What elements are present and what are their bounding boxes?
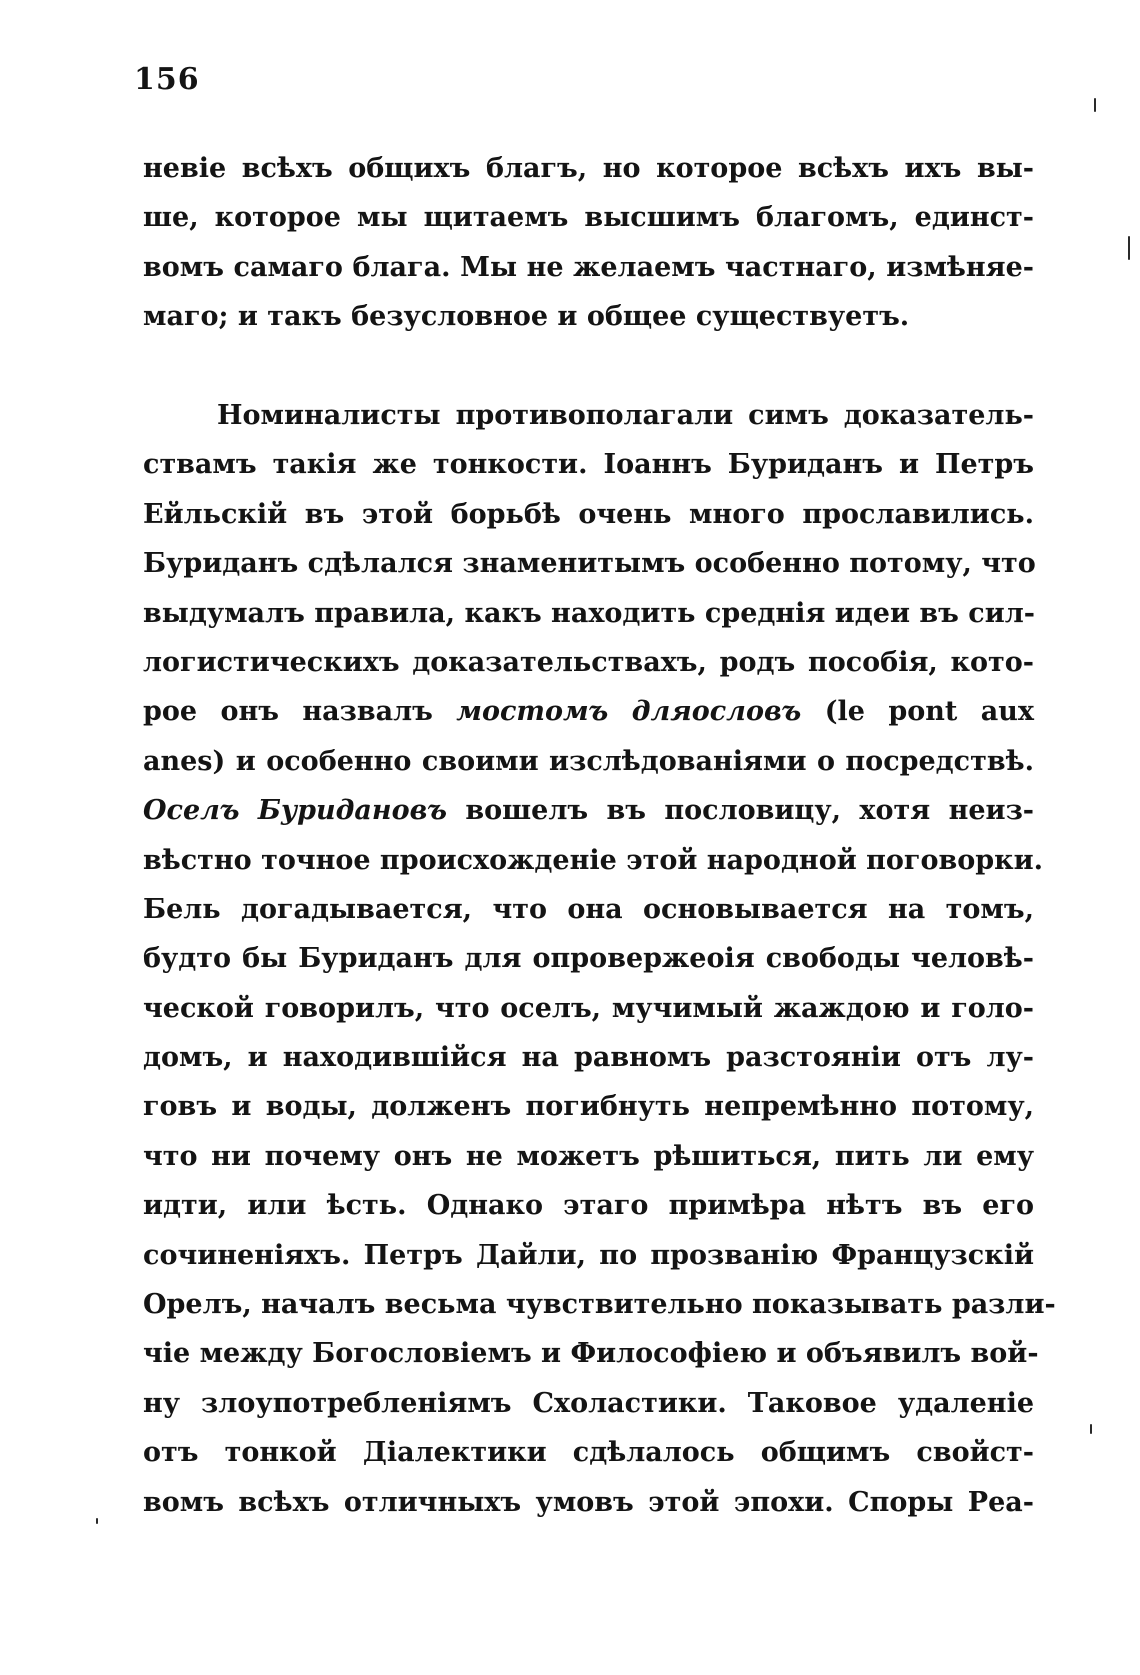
scan-speck <box>1090 1424 1092 1434</box>
text-line <box>143 1033 1034 1082</box>
text-line <box>143 1132 1034 1181</box>
italic-phrase: Оселъ Буридановъ <box>143 795 447 827</box>
text-line <box>143 391 1034 440</box>
line-text: вомъ всѣхъ отличныхъ умовъ этой эпохи. Споры Реа- <box>143 1486 1034 1518</box>
paragraph-2 <box>143 391 1056 1527</box>
line-text: Номиналисты противополагали симъ доказатель- <box>217 400 1034 431</box>
text-line <box>143 1280 1056 1329</box>
text-line: ше, которое мы щитаемъ высшимъ благомъ, единст- <box>143 202 1034 234</box>
page-number: 156 <box>134 62 200 97</box>
text-line <box>143 589 1034 638</box>
text-line <box>143 638 1034 687</box>
line-text: ствамъ такія же тонкости. Іоаннъ Буриданъ и Петръ <box>143 449 1034 481</box>
text-line <box>143 1181 1034 1230</box>
paragraph-1 <box>143 144 1034 342</box>
text-line <box>143 490 1034 539</box>
line-text: идти, или ѣсть. Однако этаго примѣра нѣтъ въ его <box>143 1190 1034 1222</box>
text-line <box>143 984 1034 1033</box>
text-line <box>143 1478 1034 1527</box>
line-text: (le pont aux <box>801 696 1034 728</box>
line-text: рое онъ назвалъ <box>143 696 457 728</box>
text-line <box>143 687 1034 736</box>
text-line <box>143 440 1034 489</box>
line-text: ческой говорилъ, что оселъ, мучимый жаждою и голо- <box>143 992 1034 1024</box>
text-line: невіе всѣхъ общихъ благъ, но которое всѣхъ ихъ вы- <box>143 153 1034 184</box>
text-line <box>143 737 1034 786</box>
line-text: ну злоупотребленіямъ Схоластики. Таковое удаленіе <box>143 1387 1034 1419</box>
scan-speck <box>1128 236 1130 260</box>
text-line <box>143 836 1044 885</box>
text-line: вомъ самаго блага. Мы не желаемъ частнаго, измѣняе- <box>143 251 1034 283</box>
italic-phrase: мостомъ дляословъ <box>456 696 802 728</box>
line-text: Буриданъ сдѣлался знаменитымъ особенно потому, что <box>143 548 1036 580</box>
line-text: Орелъ, началъ весьма чувствительно показывать разли- <box>143 1289 1056 1321</box>
text-line: маго; и такъ безусловное и общее существуетъ. <box>143 301 910 333</box>
line-text: говъ и воды, долженъ погибнуть непремѣнно потому, <box>143 1091 1034 1123</box>
text-line <box>143 885 1034 934</box>
line-text: выдумалъ правила, какъ находить среднія идеи въ сил- <box>143 597 1035 629</box>
line-text: Бель догадывается, что она основывается на томъ, <box>143 893 1034 925</box>
line-text: anes) и особенно своими изслѣдованіями о посредствѣ. <box>143 745 1034 777</box>
line-text: отъ тонкой Діалектики сдѣлалось общимъ свойст- <box>143 1437 1034 1469</box>
text-line <box>143 539 1034 588</box>
line-text: домъ, и находившійся на равномъ разстояніи отъ лу- <box>143 1042 1034 1074</box>
text-line <box>143 1231 1034 1280</box>
line-text: вѣстно точное происхожденіе этой народной поговорки. <box>143 844 1044 876</box>
text-line <box>143 1082 1034 1131</box>
line-text: логистическихъ доказательствахъ, родъ пособія, кото- <box>143 646 1034 678</box>
line-text: что ни почему онъ не можетъ рѣшиться, пить ли ему <box>143 1140 1034 1172</box>
scan-speck <box>96 1518 98 1524</box>
text-line <box>143 786 1034 835</box>
text-line <box>143 934 1034 983</box>
line-text: Ейльскій въ этой борьбѣ очень много прославились. <box>143 498 1034 530</box>
line-text: будто бы Буриданъ для опровержеоія свободы человѣ- <box>143 943 1034 975</box>
text-line <box>143 1379 1034 1428</box>
scan-speck <box>1094 98 1096 112</box>
text-line <box>143 1428 1034 1477</box>
line-text: вошелъ въ пословицу, хотя неиз- <box>446 795 1035 827</box>
line-text: чіе между Богословіемъ и Философіею и объявилъ вой- <box>143 1338 1039 1370</box>
line-text: сочиненіяхъ. Петръ Дайли, по прозванію Французскій <box>143 1239 1034 1271</box>
text-line <box>143 1329 1039 1378</box>
